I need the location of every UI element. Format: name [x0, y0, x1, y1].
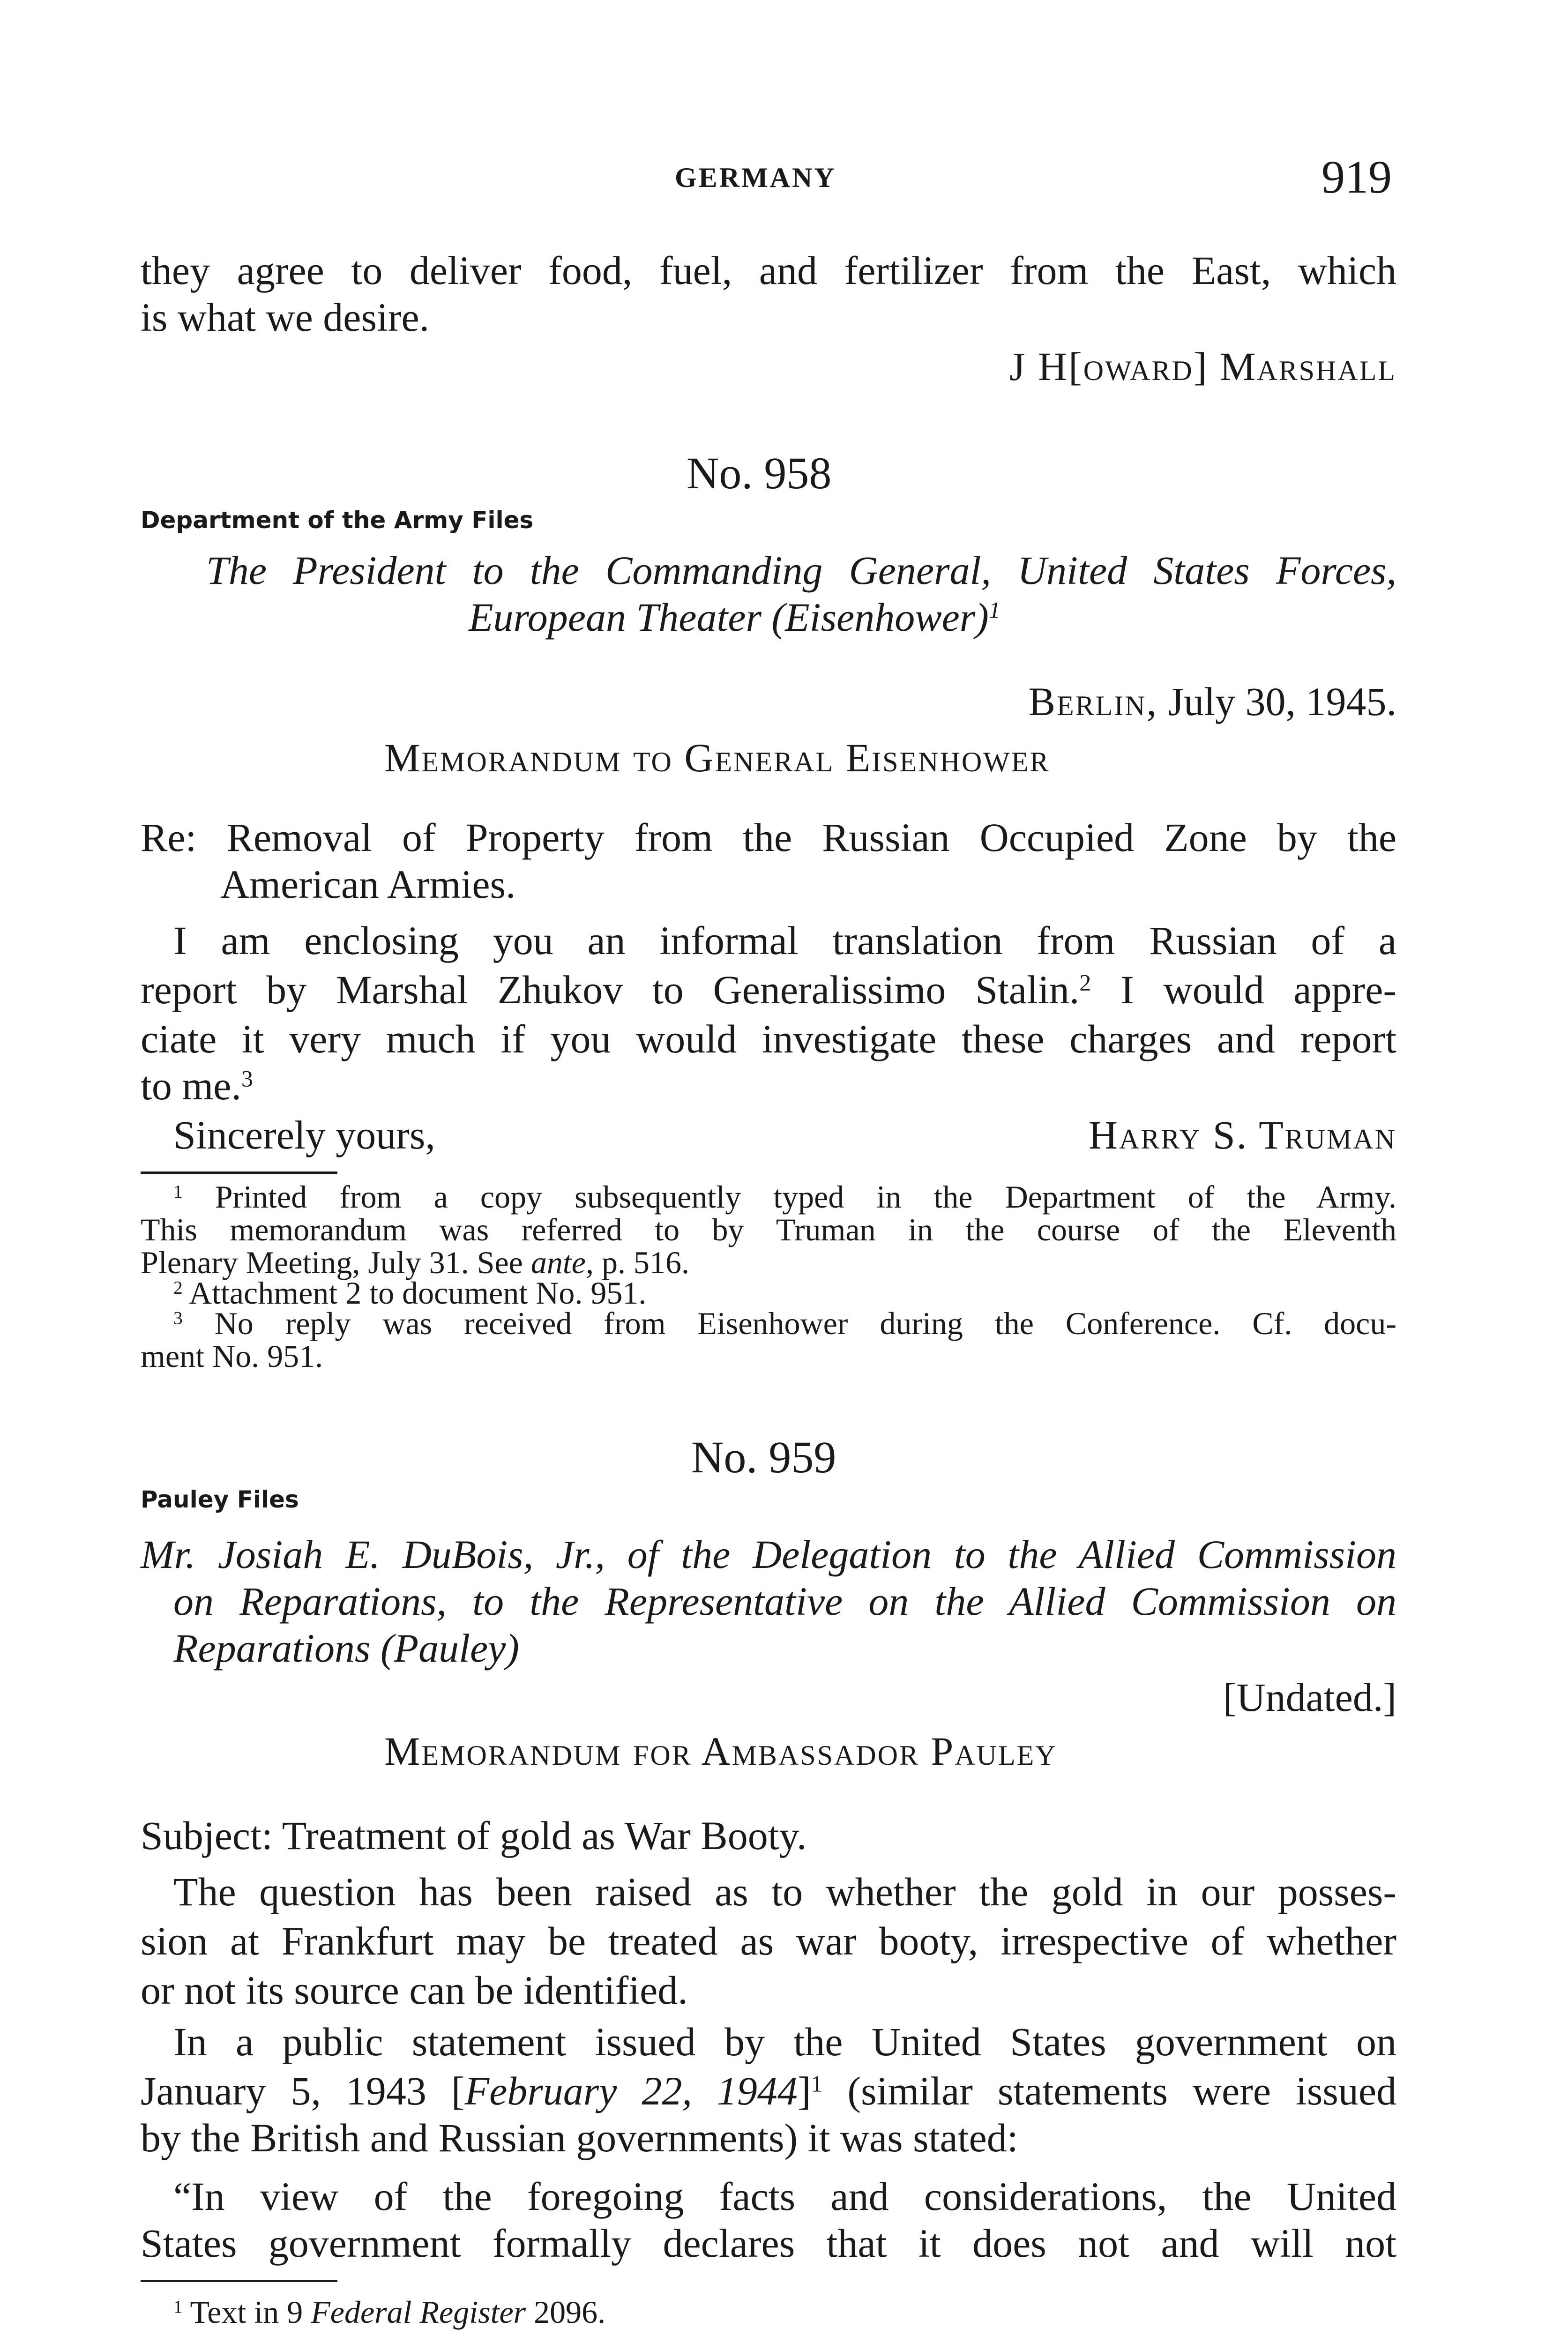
footnote-rule [141, 1172, 337, 1174]
body-text: February 22, 1944 [464, 2068, 798, 2113]
document-title-text: European Theater (Eisenhower) [469, 595, 989, 640]
continuation-line: they agree to deliver food, fuel, and fertilizer from the East, which [141, 248, 1396, 293]
body-line: or not its source can be identified. [141, 1968, 688, 2013]
footnote-ref: 1 [811, 2071, 823, 2097]
footnote-text: Text in 9 [182, 2294, 311, 2330]
re-line: Re: Removal of Property from the Russian Occupied Zone by the [141, 815, 1396, 860]
footnote-ref: 2 [1079, 970, 1091, 996]
footnote [173, 1307, 1396, 1339]
footnote-text: Federal Register [311, 2294, 526, 2330]
document-title: Mr. Josiah E. DuBois, Jr., of the Delegation to the Allied Commission [141, 1532, 1396, 1577]
body-text: report by Marshal Zhukov to Generalissimo Stalin. [141, 967, 1080, 1012]
footnote-mark: 1 [173, 1181, 183, 1202]
body-line [141, 1061, 253, 1110]
footnote-ref: 1 [988, 597, 1001, 623]
body-line [141, 2067, 1396, 2115]
re-line: American Armies. [220, 862, 516, 907]
body-text: January 5, 1943 [ [141, 2068, 465, 2113]
memo-heading: Memorandum for Ambassador Pauley [384, 1729, 1057, 1774]
document-number-959: No. 959 [691, 1432, 836, 1482]
body-line [141, 965, 1396, 1014]
dateline: [Undated.] [1223, 1675, 1396, 1720]
footnote-text: , p. 516. [585, 1245, 689, 1280]
footnote-text: Plenary Meeting, July 31. See [141, 1245, 531, 1280]
page-number: 919 [1322, 151, 1392, 203]
document-title: Reparations (Pauley) [173, 1626, 519, 1671]
footnote-rule [141, 2280, 337, 2282]
body-line: ciate it very much if you would investigate these charges and report [141, 1016, 1396, 1061]
footnote-mark: 1 [173, 2296, 183, 2317]
body-text: to me. [141, 1063, 241, 1108]
document-title: The President to the Commanding General, United States Forces, [206, 548, 1396, 593]
source-label: Department of the Army Files [141, 507, 534, 534]
footnote-ref: 3 [241, 1066, 253, 1092]
subject-line: Subject: Treatment of gold as War Booty. [141, 1813, 807, 1858]
footnote [141, 1246, 689, 1278]
footnote-text: 2096. [526, 2294, 606, 2330]
date: July 30, 1945. [1168, 679, 1396, 724]
footnote-mark: 2 [173, 1277, 183, 1298]
footnote-text: No reply was received from Eisenhower during the Conference. Cf. docu- [182, 1306, 1396, 1341]
body-line: The question has been raised as to whether the gold in our posses- [173, 1869, 1396, 1914]
footnote [173, 1277, 646, 1309]
place: Berlin, [1028, 679, 1158, 724]
source-label: Pauley Files [141, 1486, 299, 1513]
document-title: on Reparations, to the Representative on the Allied Commission on [173, 1579, 1396, 1624]
body-text: (similar statements were issued [822, 2068, 1396, 2113]
footnote-mark: 3 [173, 1307, 183, 1328]
footnote [173, 2296, 605, 2328]
body-text: ] [797, 2068, 811, 2113]
dateline [1029, 677, 1396, 726]
body-line: sion at Frankfurt may be treated as war booty, irrespective of whether [141, 1918, 1396, 1963]
closing: Sincerely yours, [173, 1112, 435, 1157]
body-text: I would appre- [1091, 967, 1396, 1012]
continuation-line: is what we desire. [141, 295, 430, 340]
footnote [173, 1181, 1396, 1213]
memo-heading: Memorandum to General Eisenhower [384, 735, 1050, 780]
body-line: I am enclosing you an informal translation from Russian of a [173, 918, 1396, 963]
footnote: ment No. 951. [141, 1338, 323, 1374]
document-title [469, 593, 1001, 642]
running-title: GERMANY [675, 162, 836, 193]
body-line: by the British and Russian governments) it was stated: [141, 2115, 1018, 2160]
signature-marshall: J H[oward] Marshall [1009, 344, 1396, 389]
quote-line: States government formally declares that it does not and will not [141, 2221, 1396, 2266]
footnote: This memorandum was referred to by Truman in the course of the Eleventh [141, 1212, 1396, 1247]
quote-line: “In view of the foregoing facts and considerations, the United [173, 2174, 1396, 2219]
body-line: In a public statement issued by the United States government on [173, 2019, 1396, 2064]
footnote-text: Attachment 2 to document No. 951. [182, 1275, 647, 1311]
footnote-text: ante [530, 1245, 586, 1280]
document-number-958: No. 958 [687, 448, 832, 498]
footnote-text: Printed from a copy subsequently typed in the Department of the Army. [182, 1179, 1396, 1215]
signature-truman: Harry S. Truman [1088, 1112, 1396, 1157]
